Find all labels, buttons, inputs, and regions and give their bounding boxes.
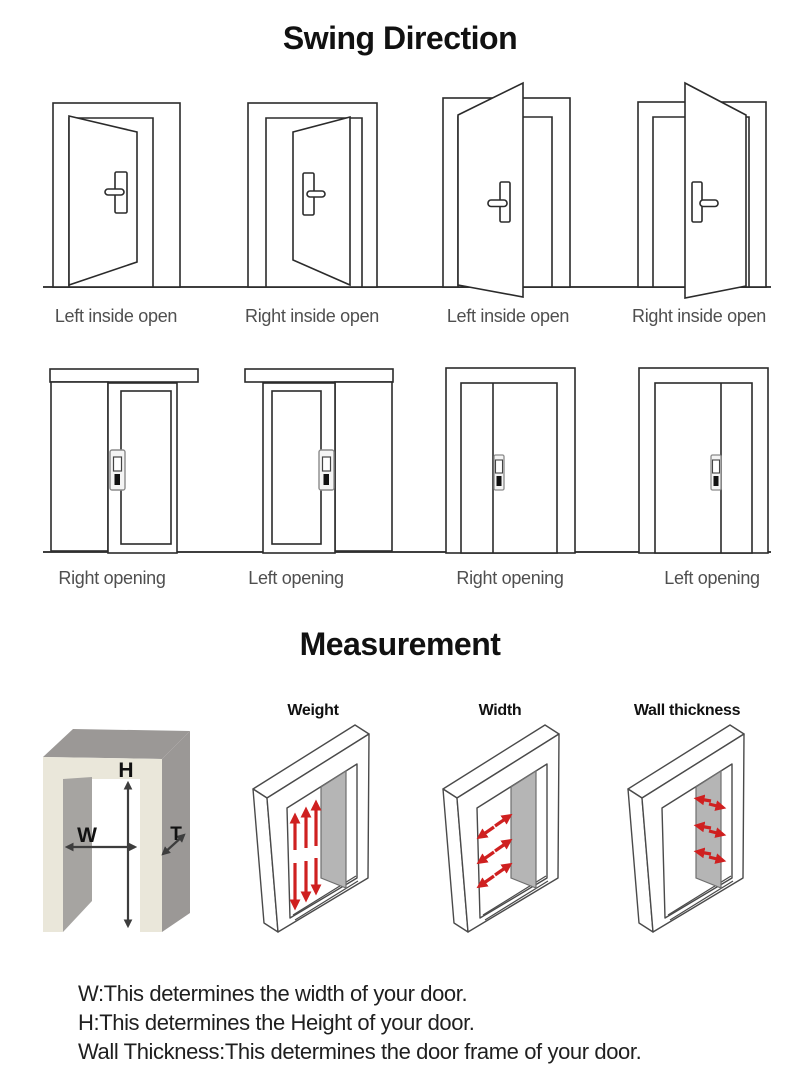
- note-width: W:This determines the width of your door.: [78, 981, 468, 1006]
- height-letter: H: [118, 759, 134, 782]
- sliding-door-label-3: Right opening: [456, 568, 564, 588]
- note-height: H:This determines the Height of your door.: [78, 1010, 475, 1035]
- weight-measure-diagram: [245, 720, 395, 945]
- sliding-door-diagram-right-opening-1: [40, 360, 200, 560]
- wall-thickness-measure-diagram: [620, 720, 770, 945]
- swing-door-label-4: Right inside open: [632, 306, 766, 326]
- sliding-door-diagram-left-opening-1: [235, 360, 395, 560]
- swing-direction-title: Swing Direction: [282, 20, 518, 56]
- height-arrows: [295, 805, 316, 905]
- doorway-dimensions-diagram: [35, 715, 200, 940]
- width-arrows: [481, 817, 508, 885]
- door-diagram-left-inside-open-2: [428, 75, 578, 303]
- measurement-notes: [78, 979, 641, 1066]
- sliding-door-label-4: Left opening: [664, 568, 760, 588]
- measurement-title: Measurement: [299, 626, 501, 662]
- door-diagram-left-inside-open-1: [40, 75, 190, 303]
- sliding-door-diagram-left-opening-2: [622, 360, 782, 560]
- door-diagram-right-inside-open-1: [235, 75, 385, 303]
- weight-diagram-label: Weight: [287, 702, 339, 719]
- swing-door-label-3: Left inside open: [446, 306, 570, 326]
- sliding-door-label-1: Right opening: [58, 568, 166, 588]
- swing-door-label-2: Right inside open: [245, 306, 379, 326]
- wall-thickness-diagram-label: Wall thickness: [633, 702, 741, 719]
- width-letter: W: [77, 824, 97, 847]
- thickness-letter: T: [170, 824, 182, 845]
- sliding-door-diagram-right-opening-2: [428, 360, 588, 560]
- note-wall-thickness: Wall Thickness:This determines the door frame of your door.: [78, 1039, 642, 1064]
- swing-door-label-1: Left inside open: [54, 306, 178, 326]
- width-diagram-label: Width: [478, 702, 522, 719]
- width-measure-diagram: [435, 720, 585, 945]
- sliding-door-label-2: Left opening: [248, 568, 344, 588]
- door-diagram-right-inside-open-2: [622, 75, 772, 303]
